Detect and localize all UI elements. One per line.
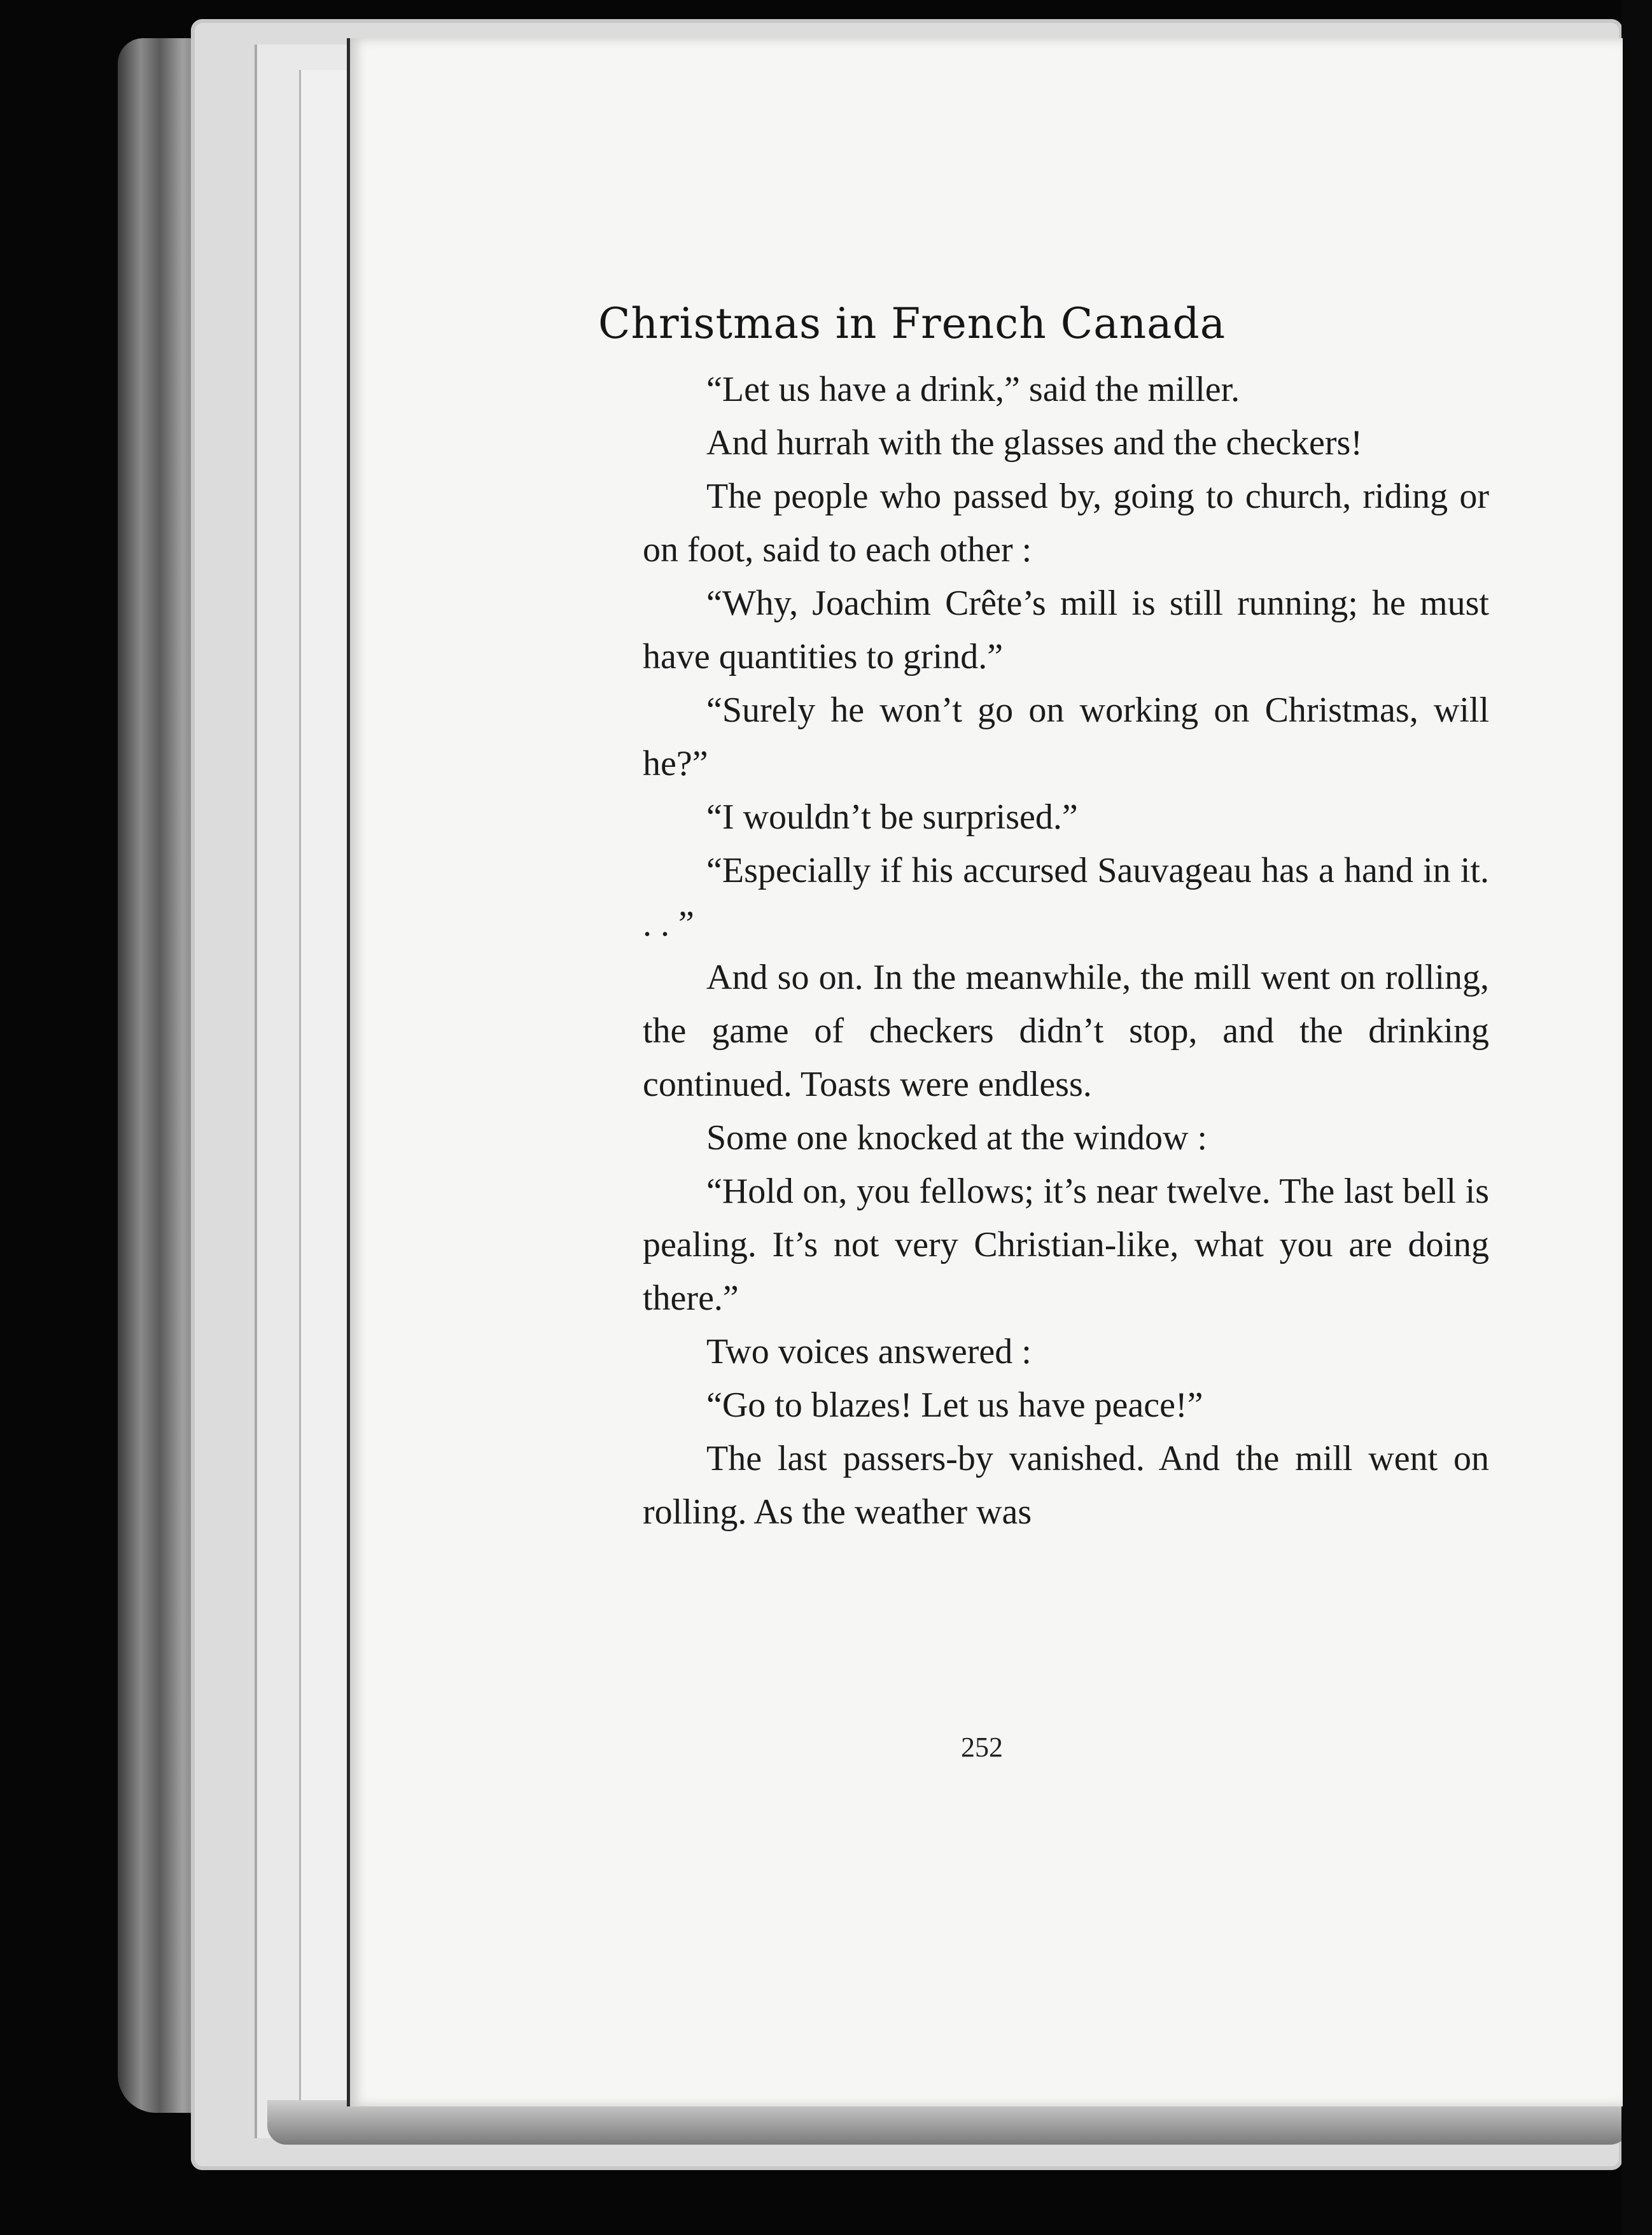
paragraph: “Go to blazes! Let us have peace!” xyxy=(706,1385,1203,1425)
paragraph: “Especially if his accursed Sauvageau has a hand in it. . . ” xyxy=(643,851,1489,944)
paragraph: Two voices answered : xyxy=(706,1332,1032,1371)
page-body xyxy=(643,363,1489,1539)
running-head: Christmas in French Canada xyxy=(598,299,1226,348)
paragraph: Some one knocked at the window : xyxy=(706,1118,1207,1158)
paragraph: “I wouldn’t be surprised.” xyxy=(706,797,1078,837)
page-number: 252 xyxy=(961,1732,1003,1763)
paragraph: “Surely he won’t go on working on Christmas, will he?” xyxy=(643,690,1489,783)
paragraph: “Let us have a drink,” said the miller. xyxy=(706,370,1240,409)
paragraph: The people who passed by, going to church, riding or on foot, said to each other : xyxy=(643,477,1489,570)
paragraph: And so on. In the meanwhile, the mill went on rolling, the game of checkers didn’t stop, and the drinking continued. Toasts were endless. xyxy=(643,958,1489,1104)
paragraph: And hurrah with the glasses and the checkers! xyxy=(706,423,1362,463)
paragraph: “Hold on, you fellows; it’s near twelve. The last bell is pealing. It’s not very Christian-like, what you are doing there.” xyxy=(643,1172,1489,1318)
book-bottom-edge xyxy=(267,2100,1629,2145)
paragraph: The last passers-by vanished. And the mill went on rolling. As the weather was xyxy=(643,1439,1489,1532)
paragraph: “Why, Joachim Crête’s mill is still running; he must have quantities to grind.” xyxy=(643,584,1489,676)
